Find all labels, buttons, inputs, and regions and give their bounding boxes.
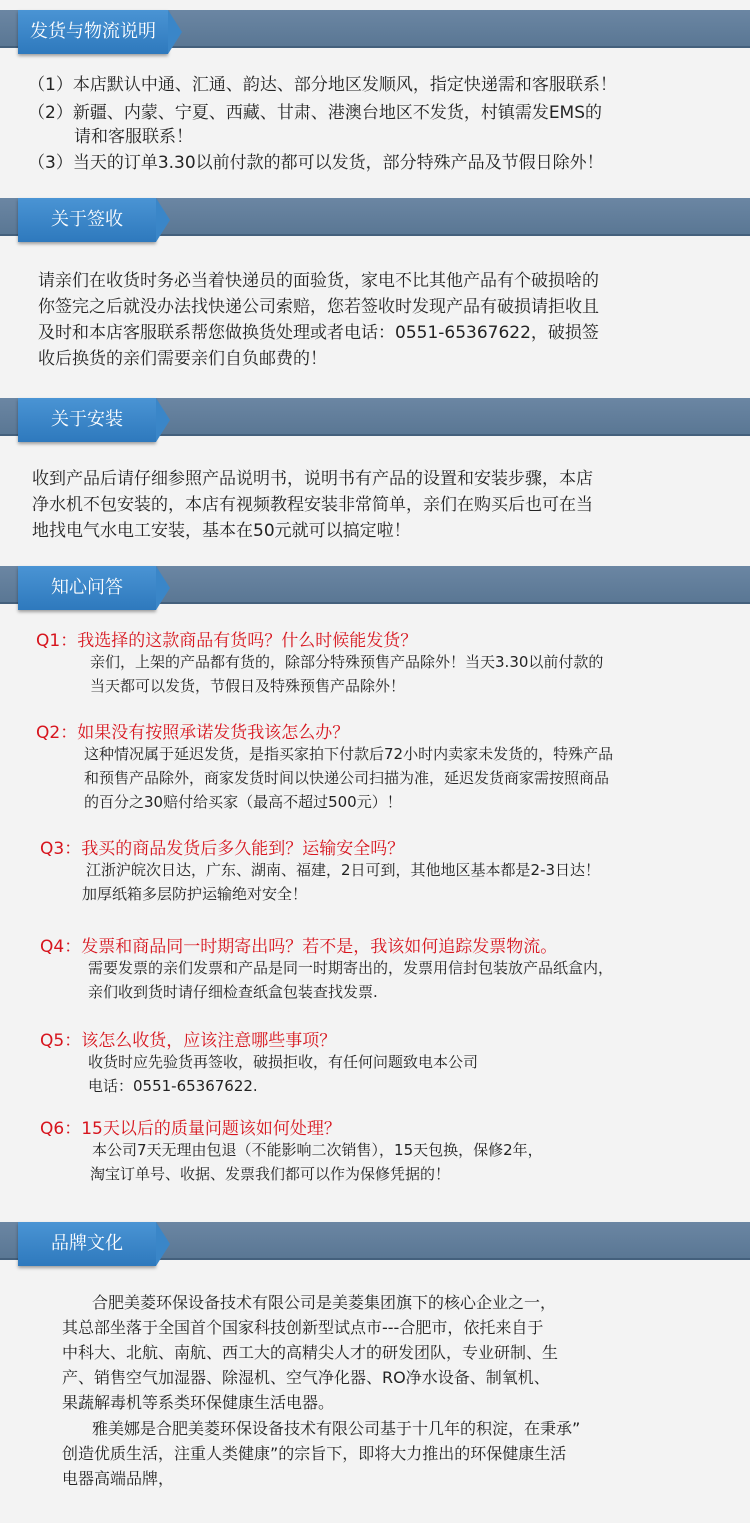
faq-answer: 的百分之30赔付给买家（最高不超过500元）！ [84, 793, 402, 811]
faq-answer: 亲们收到货时请仔细检查纸盒包装查找发票. [88, 983, 378, 1001]
faq-answer: 江浙沪皖次日达，广东、湖南、福建，2日可到，其他地区基本都是2-3日达！ [86, 861, 601, 879]
brand-line: 果蔬解毒机等系类环保健康生活电器。 [62, 1393, 335, 1412]
faq-question: Q1：我选择的这款商品有货吗？什么时候能发货？ [36, 631, 418, 651]
faq-question: Q3：我买的商品发货后多久能到？运输安全吗？ [40, 839, 405, 859]
brand-line: 中科大、北航、南航、西工大的高精尖人才的研发团队，专业研制、生 [62, 1343, 559, 1362]
faq-answer: 这种情况属于延迟发货，是指买家拍下付款后72小时内卖家未发货的，特殊产品 [84, 745, 614, 763]
brand-line: 合肥美菱环保设备技术有限公司是美菱集团旗下的核心企业之一， [92, 1293, 557, 1312]
faq-answer: 当天都可以发货，节假日及特殊预售产品除外！ [90, 677, 406, 695]
brand-line: 创造优质生活，注重人类健康”的宗旨下，即将大力推出的环保健康生活 [62, 1444, 567, 1463]
brand-line: 产、销售空气加湿器、除湿机、空气净化器、RO净水设备、制氧机、 [62, 1368, 550, 1387]
install-line: 地找电气水电工安装，基本在50元就可以搞定啦！ [32, 521, 411, 541]
section-header-signing [0, 198, 750, 258]
section-title-signing: 关于签收 [18, 198, 156, 242]
signing-line: 收后换货的亲们需要亲们自负邮费的！ [38, 349, 327, 369]
section-title-faq: 知心问答 [18, 566, 156, 610]
brand-line: 其总部坐落于全国首个国家科技创新型试点市---合肥市，依托来自于 [62, 1318, 544, 1337]
shipping-line: （2）新疆、内蒙、宁夏、西藏、甘肃、港澳台地区不发货，村镇需发EMS的 [28, 103, 603, 123]
section-title-shipping: 发货与物流说明 [18, 10, 168, 54]
faq-answer: 亲们，上架的产品都有货的，除部分特殊预售产品除外！当天3.30以前付款的 [90, 653, 604, 671]
section-header-faq [0, 566, 750, 626]
faq-answer: 本公司7天无理由包退（不能影响二次销售），15天包换，保修2年， [92, 1141, 543, 1159]
shipping-line: （1）本店默认中通、汇通、韵达、部分地区发顺风，指定快递需和客服联系！ [28, 75, 617, 95]
faq-answer: 和预售产品除外，商家发货时间以快递公司扫描为准，延迟发货商家需按照商品 [84, 769, 610, 787]
faq-question: Q5：该怎么收货，应该注意哪些事项？ [40, 1031, 337, 1051]
signing-line: 及时和本店客服联系帮您做换货处理或者电话：0551-65367622，破损签 [38, 323, 599, 343]
faq-question: Q4：发票和商品同一时期寄出吗？若不是，我该如何追踪发票物流。 [40, 937, 558, 957]
faq-question: Q2：如果没有按照承诺发货我该怎么办？ [36, 723, 350, 743]
install-line: 净水机不包安装的，本店有视频教程安装非常简单，亲们在购买后也可在当 [32, 495, 593, 515]
faq-answer: 需要发票的亲们发票和产品是同一时期寄出的，发票用信封包装放产品纸盒内， [88, 959, 614, 977]
shipping-line: 请和客服联系！ [74, 127, 193, 147]
install-line: 收到产品后请仔细参照产品说明书，说明书有产品的设置和安装步骤，本店 [32, 469, 593, 489]
signing-line: 你签完之后就没办法找快递公司索赔，您若签收时发现产品有破损请拒收且 [38, 297, 599, 317]
brand-line: 电器高端品牌， [62, 1469, 175, 1488]
faq-answer: 收货时应先验货再签收，破损拒收，有任何问题致电本公司 [88, 1053, 479, 1071]
section-title-brand: 品牌文化 [18, 1222, 156, 1266]
shipping-line: （3）当天的订单3.30以前付款的都可以发货，部分特殊产品及节假日除外！ [28, 153, 604, 173]
section-header-brand [0, 1222, 750, 1282]
brand-line: 雅美娜是合肥美菱环保设备技术有限公司基于十几年的积淀，在秉承” [92, 1419, 581, 1438]
section-title-install: 关于安装 [18, 398, 156, 442]
faq-question: Q6：15天以后的质量问题该如何处理？ [40, 1119, 341, 1139]
section-header-shipping [0, 10, 750, 70]
faq-answer: 电话：0551-65367622. [88, 1077, 258, 1095]
signing-line: 请亲们在收货时务必当着快递员的面验货，家电不比其他产品有个破损啥的 [38, 271, 599, 291]
faq-answer: 加厚纸箱多层防护运输绝对安全！ [82, 885, 308, 903]
faq-answer: 淘宝订单号、收据、发票我们都可以作为保修凭据的！ [90, 1165, 451, 1183]
section-header-install [0, 398, 750, 458]
